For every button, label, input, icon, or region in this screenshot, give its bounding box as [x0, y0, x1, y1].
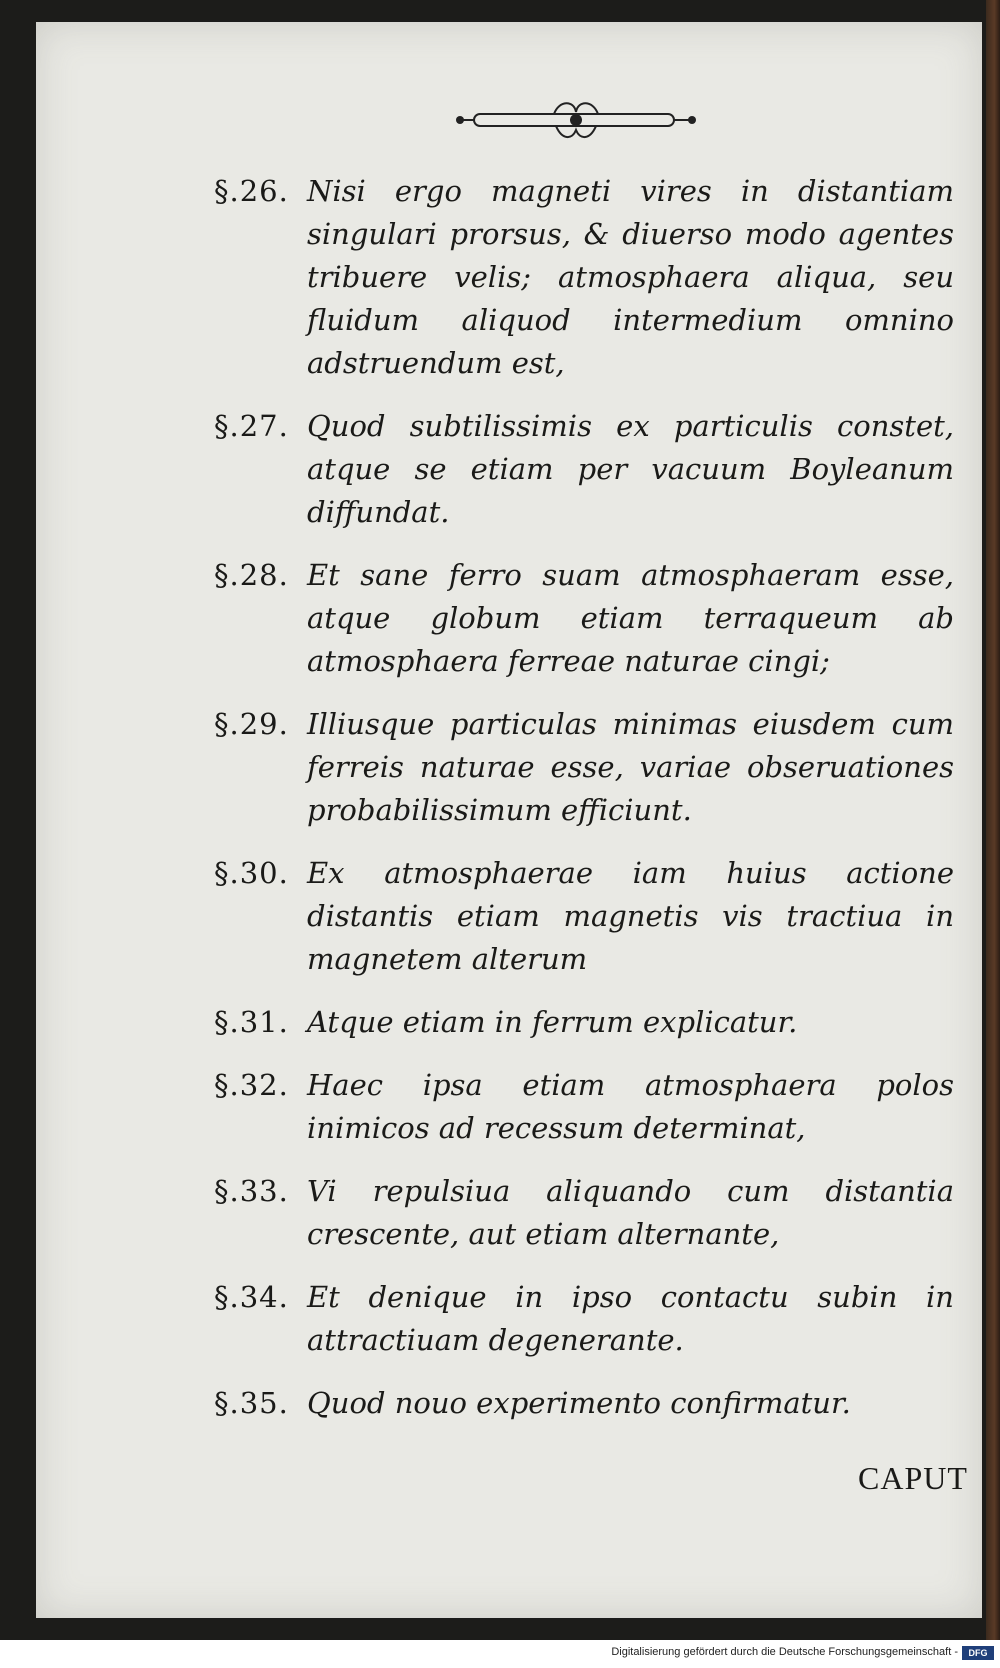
paragraph [214, 554, 954, 683]
section-number: §.32. [214, 1068, 289, 1102]
paragraph [214, 1276, 954, 1362]
section-number: §.33. [214, 1174, 289, 1208]
section-number: §.31. [214, 1005, 289, 1039]
section-number: §.27. [214, 409, 289, 443]
paragraph-text: Illiusque particulas minimas eiusdem cum ferreis naturae esse, variae obseruationes probabilissimum efficiunt. [307, 707, 954, 827]
section-number: §.26. [214, 174, 289, 208]
paragraph-list [214, 170, 954, 1445]
section-number: §.28. [214, 558, 289, 592]
footer-bar [0, 1640, 1000, 1668]
book-edge [986, 0, 1000, 1640]
section-number: §.29. [214, 707, 289, 741]
paragraph-text: Atque etiam in ferrum explicatur. [307, 1005, 798, 1039]
paragraph-text: Vi repulsiua aliquando cum distantia crescente, aut etiam alternante, [307, 1174, 954, 1251]
paragraph [214, 170, 954, 385]
paragraph [214, 1170, 954, 1256]
paragraph [214, 1064, 954, 1150]
paragraph [214, 1001, 954, 1044]
paragraph-text: Et denique in ipso contactu subin in attractiuam degenerante. [307, 1280, 954, 1357]
section-number: §.30. [214, 856, 289, 890]
paragraph [214, 852, 954, 981]
paragraph [214, 703, 954, 832]
funding-credit: Digitalisierung gefördert durch die Deutsche Forschungsgemeinschaft - [611, 1646, 958, 1658]
paragraph-text: Quod nouo experimento confirmatur. [307, 1386, 851, 1420]
section-number: §.35. [214, 1386, 289, 1420]
paragraph-text: Nisi ergo magneti vires in distantiam singulari prorsus, & diuerso modo agentes tribuere velis; atmosphaera aliqua, seu fluidum aliquod intermedium omnino adstruendum est, [307, 174, 954, 380]
paragraph-text: Et sane ferro suam atmosphaeram esse, atque globum etiam terraqueum ab atmosphaera ferreae naturae cingi; [307, 558, 954, 678]
paragraph-text: Ex atmosphaerae iam huius actione distantis etiam magnetis vis tractiua in magnetem alterum [307, 856, 954, 976]
paragraph [214, 405, 954, 534]
section-number: §.34. [214, 1280, 289, 1314]
catchword: CAPUT [858, 1460, 968, 1496]
dfg-logo-icon[interactable]: DFG [962, 1646, 994, 1660]
book-page [36, 22, 982, 1618]
paragraph-text: Haec ipsa etiam atmosphaera polos inimicos ad recessum determinat, [307, 1068, 954, 1145]
paragraph-text: Quod subtilissimis ex particulis constet, atque se etiam per vacuum Boyleanum diffundat. [307, 409, 954, 529]
decorative-ornament [454, 98, 698, 144]
paragraph [214, 1382, 954, 1425]
